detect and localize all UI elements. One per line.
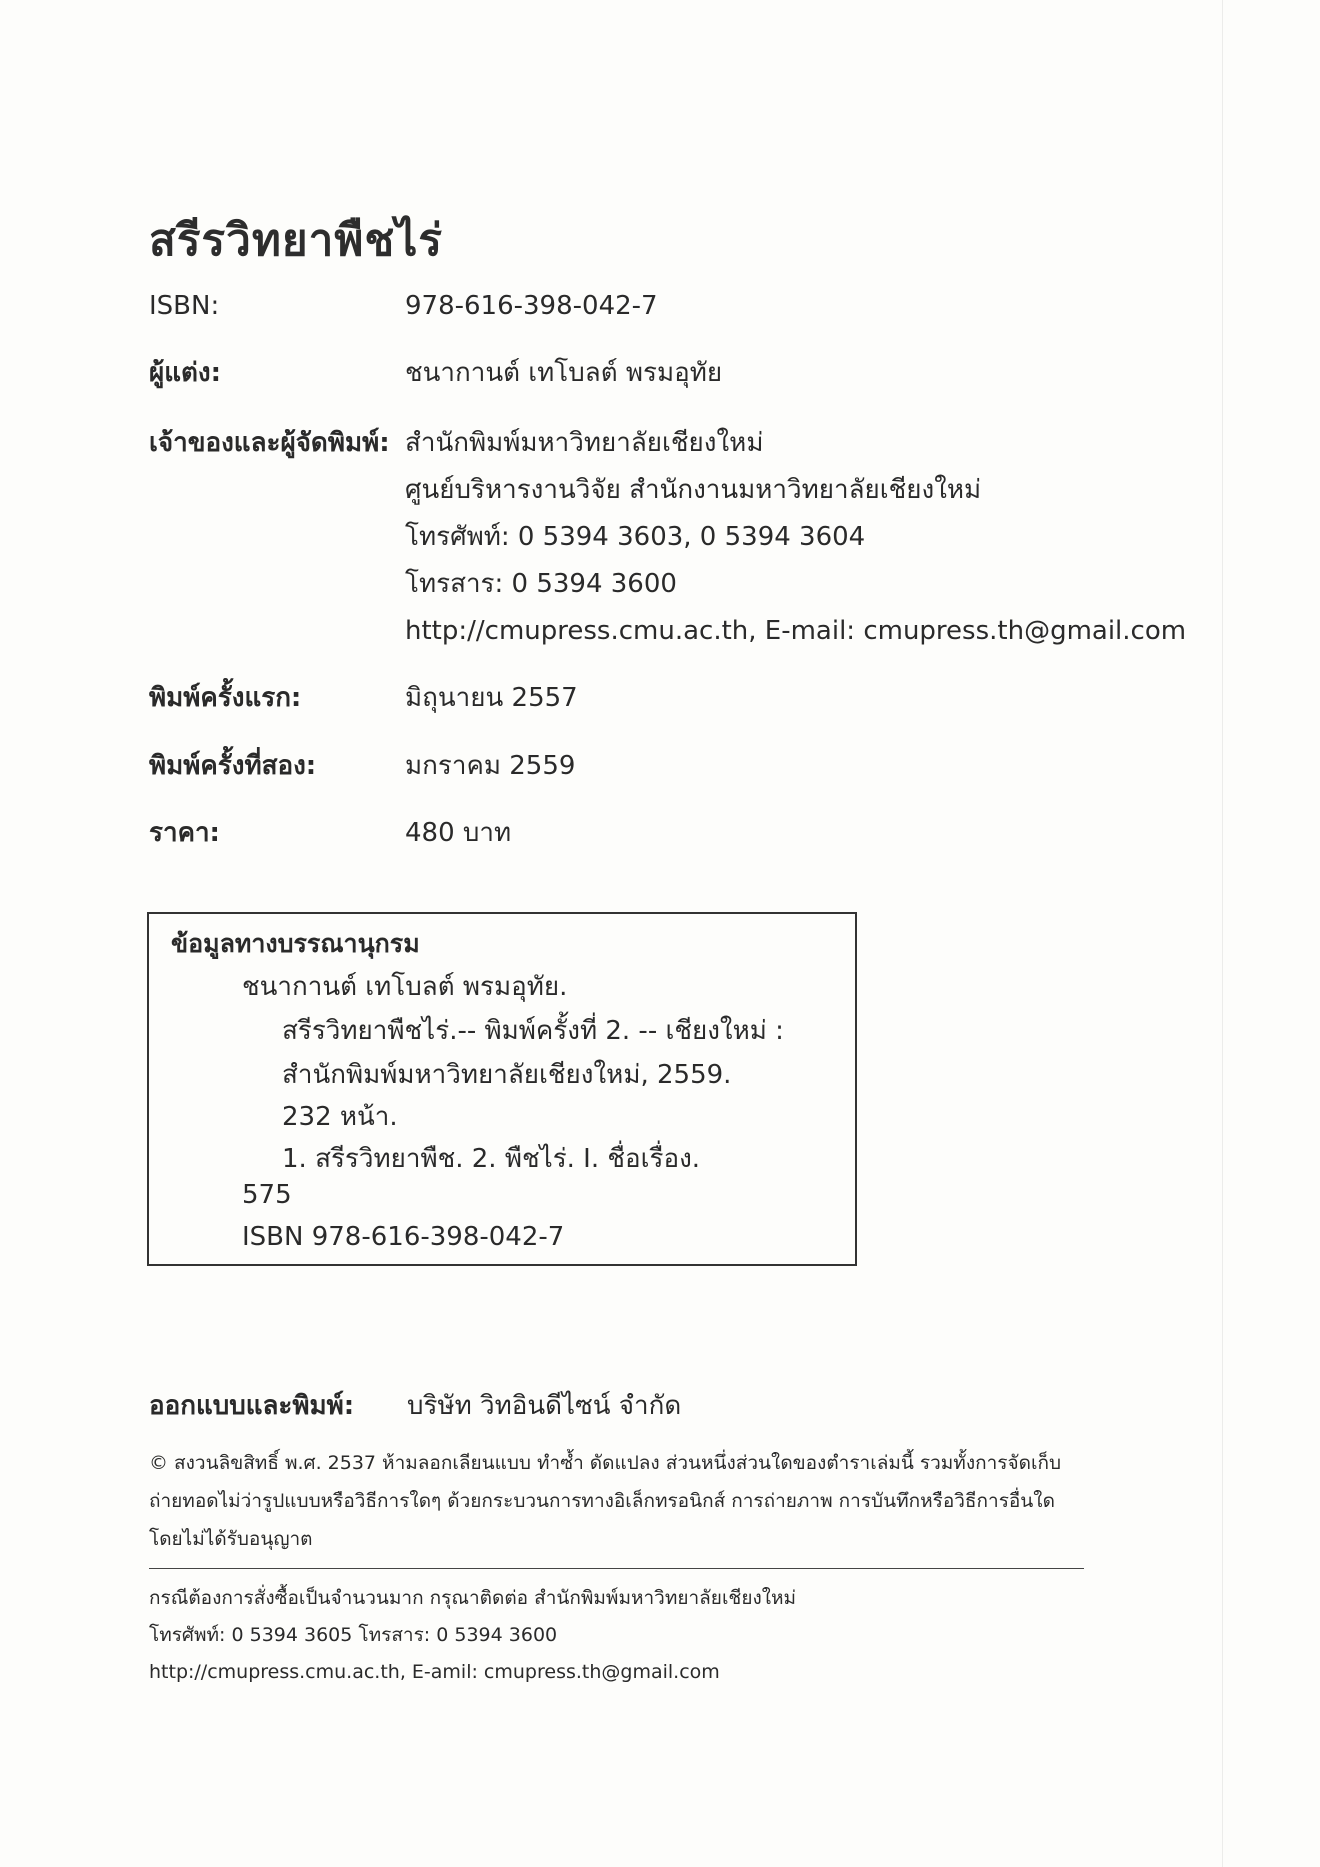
catalog-line: 1. สรีรวิทยาพืช. 2. พืชไร่. I. ชื่อเรื่อง. [282,1144,701,1174]
design-label-text: ออกแบบและพิมพ์: [149,1391,355,1421]
first-print-label: พิมพ์ครั้งแรก: [149,683,302,713]
design-label [149,1385,354,1426]
publisher-label: เจ้าของและผู้จัดพิมพ์: [149,428,390,458]
catalog-line: สรีรวิทยาพืชไร่.-- พิมพ์ครั้งที่ 2. -- เชียงใหม่ : [282,1016,784,1046]
first-print-value: มิถุนายน 2557 [405,683,578,713]
isbn-label: ISBN: [149,291,220,321]
publisher-lines [405,420,1186,655]
copyright-notice: © สงวนลิขสิทธิ์ พ.ศ. 2537 ห้ามลอกเลียนแบบ ทำซ้ำ ดัดแปลง ส่วนหนึ่งส่วนใดของตำราเล่มนี้ รวมทั้งการจัดเก็บ ถ่ายทอดไม่ว่ารูปแบบหรือวิธีการใดๆ ด้วยกระบวนการทางอิเล็กทรอนิกส์ การถ่ายภาพ การบันทึกหรือวิธีการอื่นใดโดยไม่ได้รับอนุญาต [149,1452,1062,1550]
order-line: http://cmupress.cmu.ac.th, E-amil: cmupress.th@gmail.com [149,1661,720,1683]
author-label: ผู้แต่ง: [149,358,221,388]
catalog-line: 232 หน้า. [282,1102,398,1132]
price-label: ราคา: [149,818,220,848]
publisher-line: สำนักพิมพ์มหาวิทยาลัยเชียงใหม่ [405,428,764,458]
design-value: บริษัท วิทอินดีไซน์ จำกัด [407,1391,682,1421]
second-print-value: มกราคม 2559 [405,751,576,781]
page-edge [1222,0,1223,1867]
catalog-box [147,912,857,1266]
author-value: ชนากานต์ เทโบลต์ พรมอุทัย [405,358,723,388]
catalog-class-number: 575 [242,1180,292,1210]
catalog-author: ชนากานต์ เทโบลต์ พรมอุทัย. [242,972,568,1002]
publisher-line: ศูนย์บริหารงานวิจัย สำนักงานมหาวิทยาลัยเชียงใหม่ [405,475,982,505]
order-line: กรณีต้องการสั่งซื้อเป็นจำนวนมาก กรุณาติดต่อ สำนักพิมพ์มหาวิทยาลัยเชียงใหม่ [149,1587,797,1609]
order-info [149,1580,796,1691]
publisher-line: โทรศัพท์: 0 5394 3603, 0 5394 3604 [405,522,866,552]
book-title: สรีรวิทยาพืชไร่ [149,215,443,266]
price-value: 480 บาท [405,818,512,848]
divider [149,1568,1084,1569]
isbn-value: 978-616-398-042-7 [405,291,658,321]
publisher-line: http://cmupress.cmu.ac.th, E-mail: cmupress.th@gmail.com [405,616,1187,646]
second-print-label: พิมพ์ครั้งที่สอง: [149,751,317,781]
catalog-title: ข้อมูลทางบรรณานุกรม [171,929,420,958]
catalog-line: สำนักพิมพ์มหาวิทยาลัยเชียงใหม่, 2559. [282,1060,732,1090]
order-line: โทรศัพท์: 0 5394 3605 โทรสาร: 0 5394 3600 [149,1624,558,1646]
publisher-line: โทรสาร: 0 5394 3600 [405,569,677,599]
catalog-isbn: ISBN 978-616-398-042-7 [242,1222,565,1252]
